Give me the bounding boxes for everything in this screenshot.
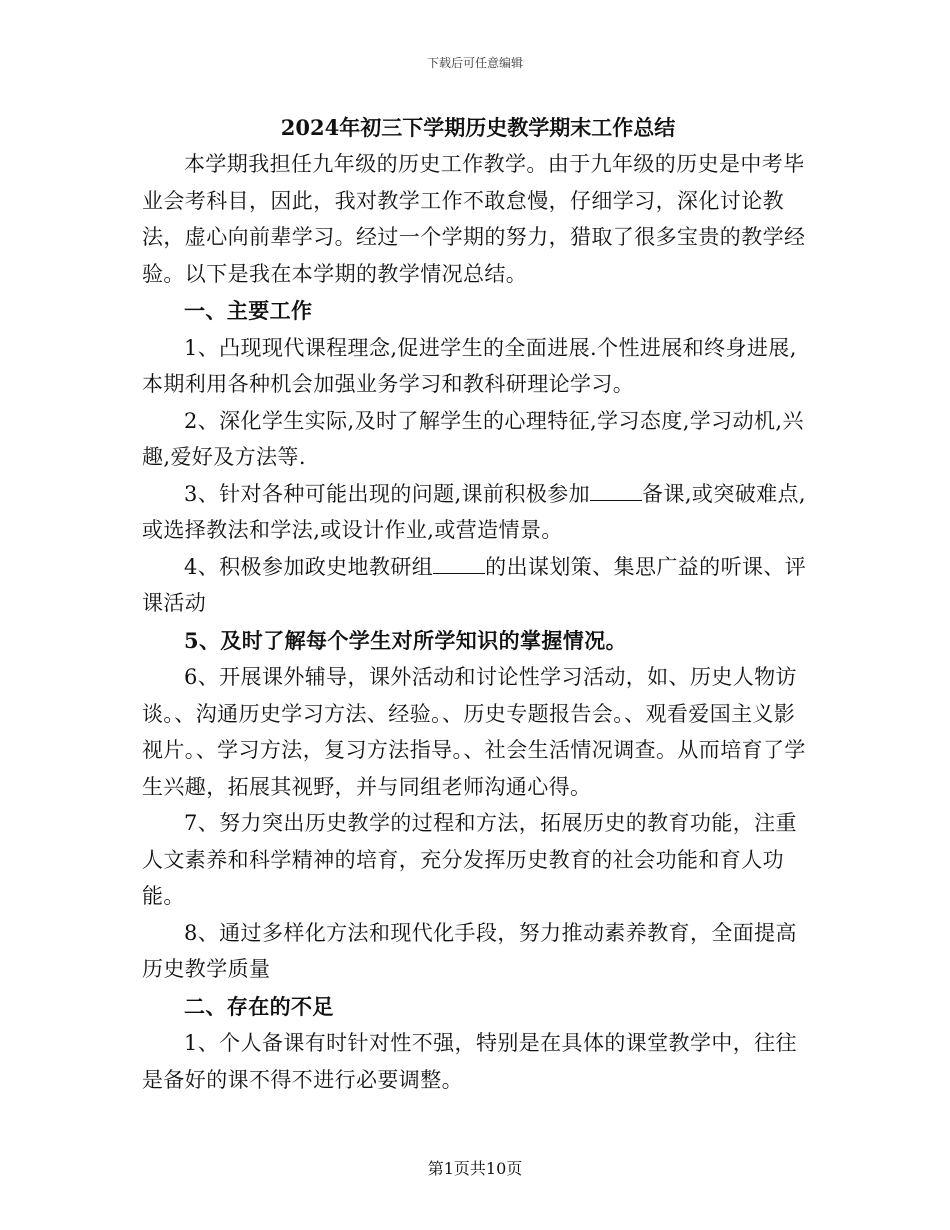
header-note: 下载后可任意编辑 [426, 56, 523, 70]
work-item-4-part-b: 的出谋划策、集思广益的听课、评课活动 [142, 554, 807, 615]
work-item-3-part-a: 3、针对各种可能出现的问题,课前积极参加 [184, 481, 591, 506]
work-item-2: 2、深化学生实际,及时了解学生的心理特征,学习态度,学习动机,兴趣,爱好及方法等. [142, 408, 804, 469]
work-item-3-part-b: 备课,或突破难点,或选择教法和学法,或设计作业,或营造情景。 [142, 481, 806, 542]
page-number: 第1页共10页 [427, 1159, 523, 1178]
fill-blank-line [590, 482, 642, 501]
work-item-3 [142, 476, 814, 549]
work-item-7: 7、努力突出历史教学的过程和方法，拓展历史的教育功能，注重人文素养和科学精神的培育，充分发挥历史教育的社会功能和育人功能。 [142, 811, 797, 908]
shortcoming-item-1: 1、个人备课有时针对性不强，特别是在具体的课堂教学中，往往是备好的课不得不进行必要调整。 [142, 1031, 797, 1092]
work-item-4 [142, 549, 814, 622]
section-heading-shortcomings: 二、存在的不足 [184, 993, 334, 1019]
work-item-8: 8、通过多样化方法和现代化手段，努力推动素养教育，全面提高历史教学质量 [142, 920, 797, 981]
document-title: 2024年初三下学期历史教学期末工作总结 [280, 115, 676, 140]
intro-paragraph: 本学期我担任九年级的历史工作教学。由于九年级的历史是中考毕业会考科目，因此，我对教学工作不敢怠慢，仔细学习，深化讨论教法，虚心向前辈学习。经过一个学期的努力，猎取了很多宝贵的教学经验。以下是我在本学期的教学情况总结。 [142, 152, 806, 286]
fill-blank-line [433, 555, 485, 574]
work-item-5: 5、及时了解每个学生对所学知识的掌握情况。 [184, 627, 628, 653]
document-body [142, 110, 814, 1098]
section-heading-main-work: 一、主要工作 [184, 298, 313, 323]
work-item-6: 6、开展课外辅导，课外活动和讨论性学习活动，如、历史人物访谈。、沟通历史学习方法、经验。、历史专题报告会。、观看爱国主义影视片。、学习方法，复习方法指导。、社会生活情况调查。从而培育了学生兴趣，拓展其视野，并与同组老师沟通心得。 [142, 665, 806, 799]
work-item-4-part-a: 4、积极参加政史地教研组 [184, 554, 434, 579]
work-item-1: 1、凸现现代课程理念,促进学生的全面进展.个性进展和终身进展,本期利用各种机会加强业务学习和教科研理论学习。 [142, 335, 797, 396]
